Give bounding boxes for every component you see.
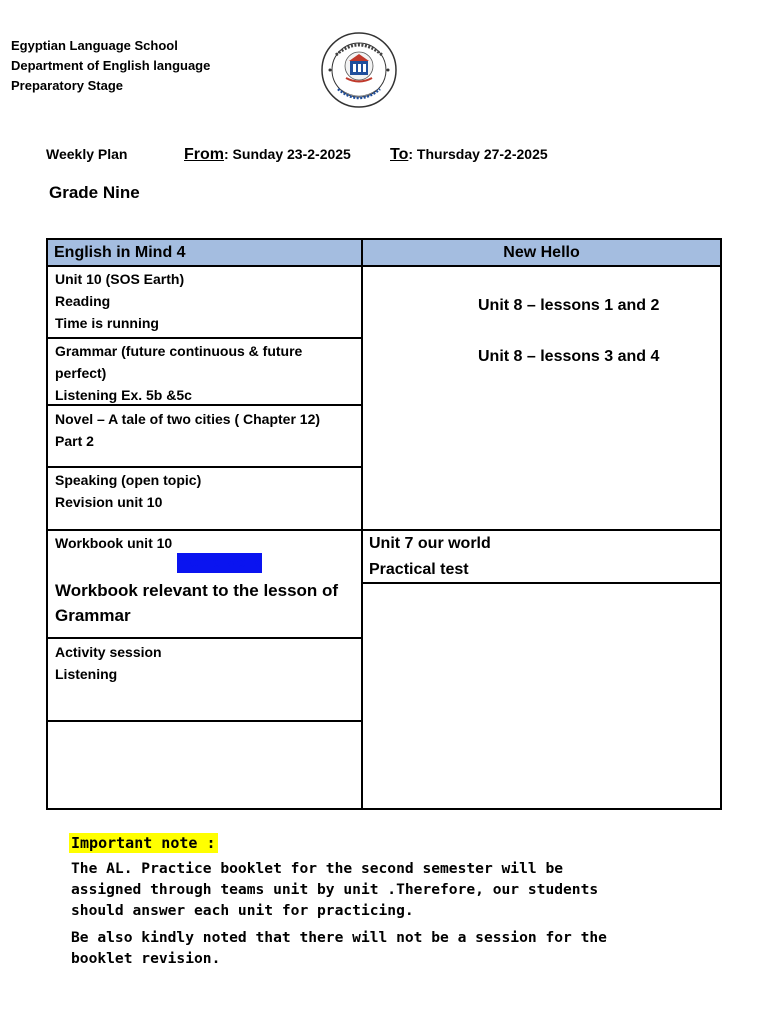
stage-name: Preparatory Stage: [11, 78, 123, 93]
homework-highlight: Home work: [179, 554, 260, 571]
school-logo: [320, 31, 398, 109]
column-divider: [361, 267, 363, 808]
cell-line: Listening: [55, 666, 118, 682]
cell-line: Speaking (open topic): [55, 472, 202, 488]
note-line: booklet revision.: [71, 950, 221, 967]
cell-line: Part 2: [55, 433, 94, 449]
row-divider: [48, 466, 363, 468]
note-line: should answer each unit for practicing.: [71, 902, 414, 919]
cell-unit-7: [369, 531, 491, 583]
cell-line: Workbook relevant to the lesson of: [55, 581, 339, 600]
cell-line: Novel – A tale of two cities ( Chapter 12): [55, 411, 321, 427]
header-new-hello: New Hello: [363, 240, 720, 267]
cell-grammar: [55, 340, 355, 406]
to-label: To: [390, 146, 409, 163]
note-paragraph-1: [71, 858, 598, 921]
from-date: [184, 146, 351, 164]
note-paragraph-2: [71, 927, 607, 969]
cell-line: Unit 7 our world: [369, 535, 491, 552]
header-english-in-mind: English in Mind 4: [48, 240, 363, 267]
cell-workbook: [55, 532, 172, 554]
cell-line: Revision unit 10: [55, 494, 163, 510]
cell-unit-8-lessons-3-4: Unit 8 – lessons 3 and 4: [478, 348, 660, 365]
cell-line: Unit 10 (SOS Earth): [55, 271, 185, 287]
to-date: [390, 146, 548, 164]
department-name: Department of English language: [11, 58, 211, 73]
from-label: From: [184, 146, 224, 163]
row-divider: [48, 337, 363, 339]
from-value: : Sunday 23-2-2025: [224, 146, 351, 162]
row-divider: [48, 637, 363, 639]
to-value: : Thursday 27-2-2025: [408, 146, 548, 162]
note-line: assigned through teams unit by unit .Therefore, our students: [71, 881, 599, 898]
cell-line: Workbook unit 10: [55, 535, 173, 551]
cell-line: Time is running: [55, 315, 159, 331]
cell-speaking: [55, 469, 201, 513]
cell-line: Practical test: [369, 561, 469, 578]
cell-workbook-grammar: [55, 578, 338, 628]
note-line: The AL. Practice booklet for the second semester will be: [71, 860, 564, 877]
grade-title: Grade Nine: [49, 183, 140, 202]
cell-line: Listening Ex. 5b &5c: [55, 387, 192, 403]
note-line: Be also kindly noted that there will not be a session for the: [71, 929, 607, 946]
school-name: Egyptian Language School: [11, 38, 178, 53]
cell-novel: [55, 408, 320, 452]
cell-line: Grammar: [55, 606, 131, 625]
weekly-plan-table: [46, 238, 722, 810]
cell-line: Reading: [55, 293, 111, 309]
cell-line: Grammar (future continuous & future perfect): [55, 343, 303, 381]
important-note-title: Important note :: [71, 834, 216, 852]
cell-line: Activity session: [55, 644, 162, 660]
weekly-plan-label: Weekly Plan: [46, 146, 128, 162]
cell-activity: [55, 641, 162, 685]
cell-unit-8-lessons-1-2: Unit 8 – lessons 1 and 2: [478, 297, 660, 314]
cell-unit-10: [55, 268, 184, 334]
row-divider: [48, 720, 363, 722]
